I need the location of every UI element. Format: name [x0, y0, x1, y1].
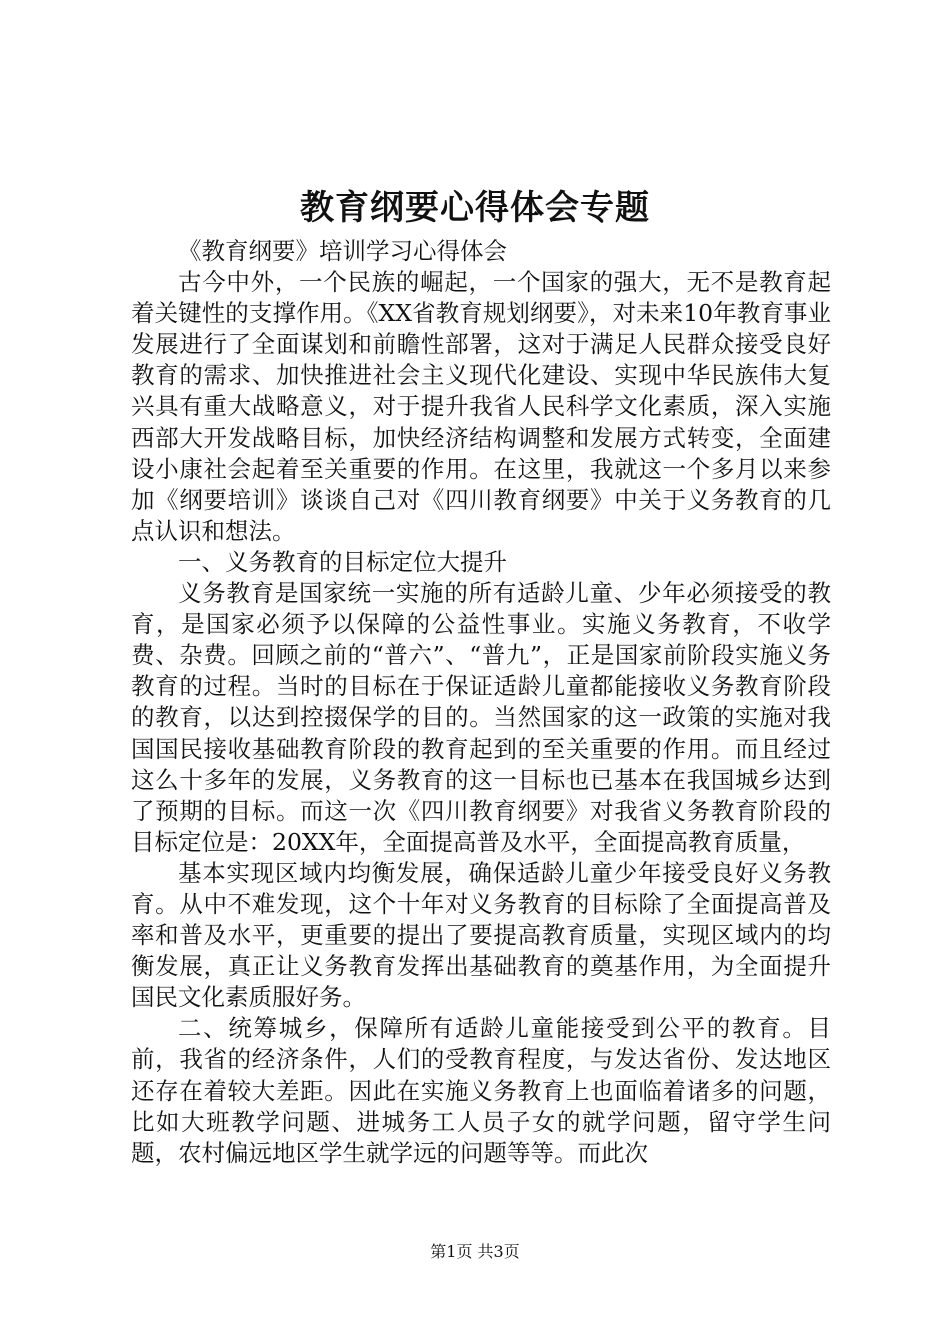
- paragraph-intro: 古今中外，一个民族的崛起，一个国家的强大，无不是教育起着关键性的支撑作用。《XX省教育规划纲要》，对未来10年教育事业发展进行了全面谋划和前瞻性部署，这对于满足人民群众接受良好教育的需求、加快推进社会主义现代化建设、实现中华民族伟大复兴具有重大战略意义，对于提升我省人民科学文化素质，深入实施西部大开发战略目标，加快经济结构调整和发展方式转变，全面建设小康社会起着至关重要的作用。在这里，我就这一个多月以来参加《纲要培训》谈谈自己对《四川教育纲要》中关于义务教育的几点认识和想法。: [131, 268, 831, 545]
- paragraph-section-2: 二、统筹城乡，保障所有适龄儿童能接受到公平的教育。目前，我省的经济条件，人们的受教育程度，与发达省份、发达地区还存在着较大差距。因此在实施义务教育上也面临着诸多的问题，比如大班教学问题、进城务工人员子女的就学问题，留守学生问题，农村偏远地区学生就学远的问题等等。而此次: [131, 1014, 831, 1167]
- document-title: 教育纲要心得体会专题: [300, 188, 650, 228]
- paragraph-section-1b: 基本实现区域内均衡发展，确保适龄儿童少年接受良好义务教育。从中不难发现，这个十年对义务教育的目标除了全面提高普及率和普及水平，更重要的提出了要提高教育质量，实现区域内的均衡发展，真正让义务教育发挥出基础教育的奠基作用，为全面提升国民文化素质服好务。: [131, 858, 831, 1012]
- page-footer: 第1页 共3页: [430, 1242, 520, 1261]
- document-body: [131, 236, 831, 1169]
- paragraph-subtitle: 《教育纲要》培训学习心得体会: [178, 237, 507, 265]
- section-heading-1: 一、义务教育的目标定位大提升: [178, 547, 507, 576]
- paragraph-section-1a: 义务教育是国家统一实施的所有适龄儿童、少年必须接受的教育，是国家必须予以保障的公益性事业。实施义务教育，不收学费、杂费。回顾之前的“普六”、“普九”，正是国家前阶段实施义务教育的过程。当时的目标在于保证适龄儿童都能接收义务教育阶段的教育，以达到控掇保学的目的。当然国家的这一政策的实施对我国国民接收基础教育阶段的教育起到的至关重要的作用。而且经过这么十多年的发展，义务教育的这一目标也已基本在我国城乡达到了预期的目标。而这一次《四川教育纲要》对我省义务教育阶段的目标定位是：20XX年，全面提高普及水平，全面提高教育质量，: [131, 579, 831, 856]
